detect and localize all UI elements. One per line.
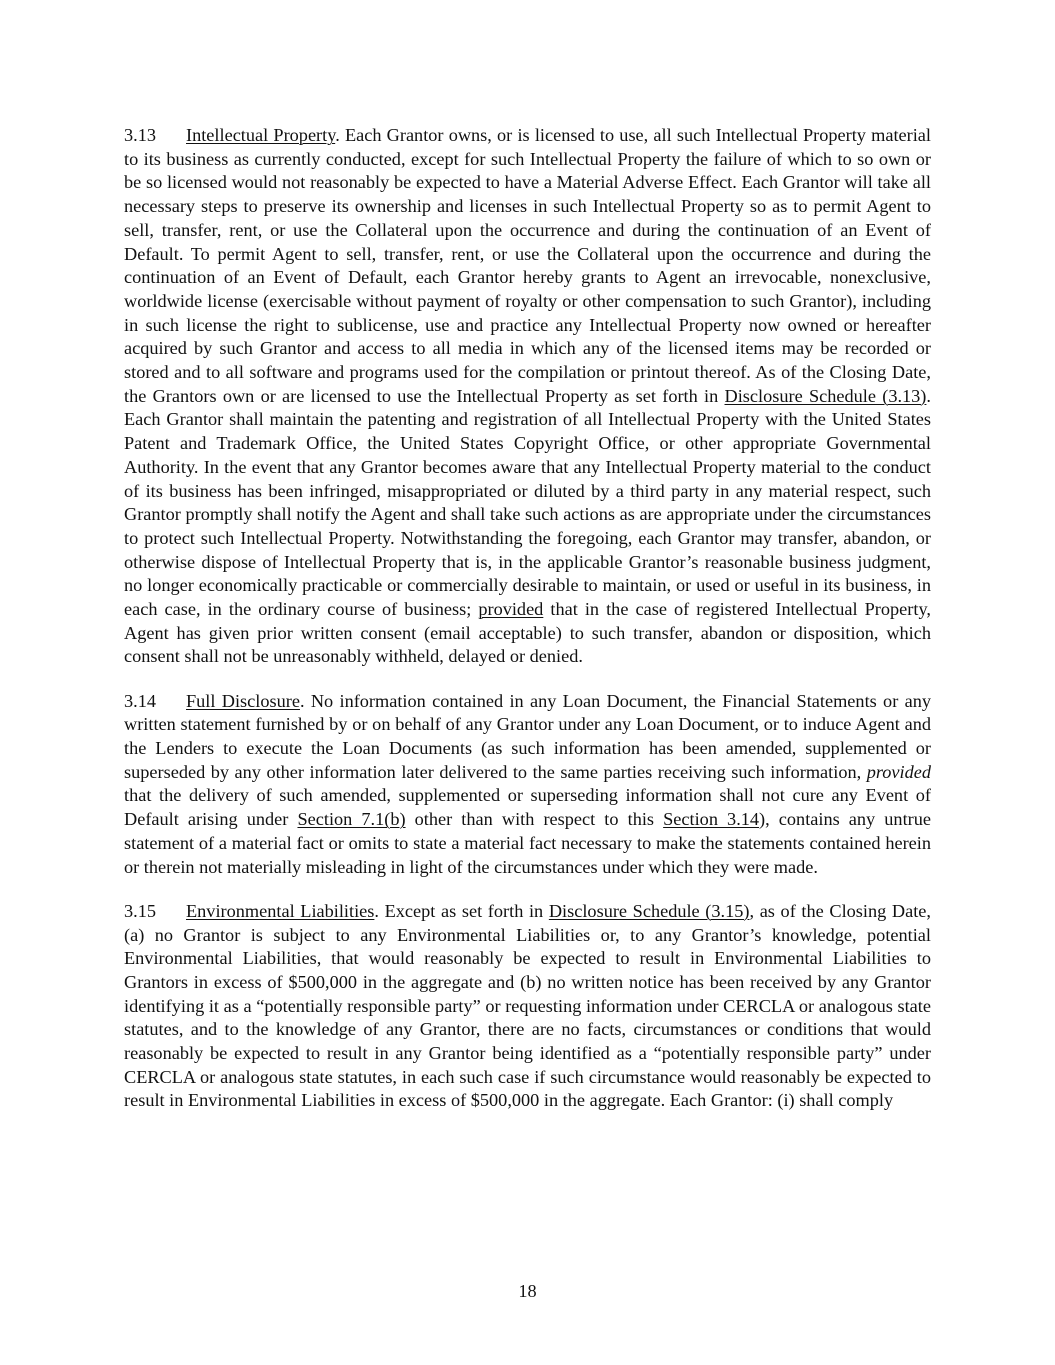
section-text: . Except as set forth in [374,900,549,921]
section-text: that the delivery of such amended, supplemented or superseding information shall not cure any Event of Default arising under [124,785,931,830]
section-3-13 [124,124,931,669]
section-3-14 [124,690,931,880]
section-text: . Each Grantor shall maintain the patenting and registration of all Intellectual Property with the United States Patent and Trademark Office, the United States Copyright Office, or other appropriate Governmental Authority. In the event that any Grantor becomes aware that any Intellectual Property material to the conduct of its business has been infringed, misappropriated or diluted by a third party in any material respect, such Grantor promptly shall notify the Agent and shall take such actions as are appropriate under the circumstances to protect such Intellectual Property. Notwithstanding the foregoing, each Grantor may transfer, abandon, or otherwise dispose of Intellectual Property that is, in the applicable Grantor’s reasonable business judgment, no longer economically practicable or commercially desirable to maintain, or used or useful in its business, in each case, in the ordinary course of business; [124,385,931,620]
section-text: . Each Grantor owns, or is licensed to use, all such Intellectual Property material to its business as currently conducted, except for such Intellectual Property the failure of which to so own or be so licensed would not reasonably be expected to have a Material Adverse Effect. Each Grantor will take all necessary steps to preserve its ownership and licenses in such Intellectual Property so as to permit Agent to sell, transfer, rent, or use the Collateral upon the occurrence and during the continuation of an Event of Default. To permit Agent to sell, transfer, rent, or use the Collateral upon the occurrence and during the continuation of an Event of Default, each Grantor hereby grants to Agent an irrevocable, nonexclusive, worldwide license (exercisable without payment of royalty or other compensation to such Grantor), including in such license the right to sublicense, use and practice any Intellectual Property now owned or hereafter acquired by such Grantor and access to all media in which any of the licensed items may be recorded or stored and to all software and programs used for the compilation or printout thereof. As of the Closing Date, the Grantors own or are licensed to use the Intellectual Property as set forth in [124,125,932,406]
section-number: 3.13 [124,125,156,145]
provided-term: provided [866,761,931,782]
provided-term: provided [478,599,544,620]
section-heading: Full Disclosure [186,690,300,711]
section-heading: Environmental Liabilities [186,900,375,921]
section-number: 3.14 [124,690,156,711]
section-text: ), contains any untrue statement of a material fact or omits to state a material fact necessary to make the statements contained herein or therein not materially misleading in light of the circumstances under which they were made. [124,809,931,877]
section-text: other than with respect to this [405,809,664,830]
disclosure-schedule-reference: Disclosure Schedule (3.15) [548,900,750,921]
section-heading: Intellectual Property [186,125,336,145]
section-text: that in the case of registered Intellectual Property, Agent has given prior written consent (email acceptable) to such transfer, abandon or disposition, which consent shall not be unreasonably withheld, delayed or denied. [124,599,931,667]
page-number: 18 [518,1281,537,1301]
section-reference: Section 7.1(b) [297,809,406,830]
section-text: , as of the Closing Date, (a) no Grantor is subject to any Environmental Liabilities or, to any Grantor’s knowledge, potential Environmental Liabilities, that would reasonably be expected to result in Environmental Liabilities to Grantors in excess of $500,000 in the aggregate and (b) no written notice has been received by any Grantor identifying it as a “potentially responsible party” or requesting information under CERCLA or analogous state statutes, and to the knowledge of any Grantor, there are no facts, circumstances or conditions that would reasonably be expected to result in any Grantor being identified as a “potentially responsible party” under CERCLA or analogous state statutes, in each such case if such circumstance would reasonably be expected to result in Environmental Liabilities in excess of $500,000 in the aggregate. Each Grantor: (i) shall comply [124,900,931,1111]
document-page [124,124,931,1134]
section-text: . No information contained in any Loan Document, the Financial Statements or any written statement furnished by or on behalf of any Grantor under any Loan Document, or to induce Agent and the Lenders to execute the Loan Documents (as such information has been amended, supplemented or superseded by any other information later delivered to the same parties receiving such information, [124,690,931,782]
disclosure-schedule-reference: Disclosure Schedule (3.13) [724,385,927,406]
section-reference: Section 3.14 [663,809,760,830]
section-number: 3.15 [124,900,156,921]
section-3-15 [124,900,931,1113]
